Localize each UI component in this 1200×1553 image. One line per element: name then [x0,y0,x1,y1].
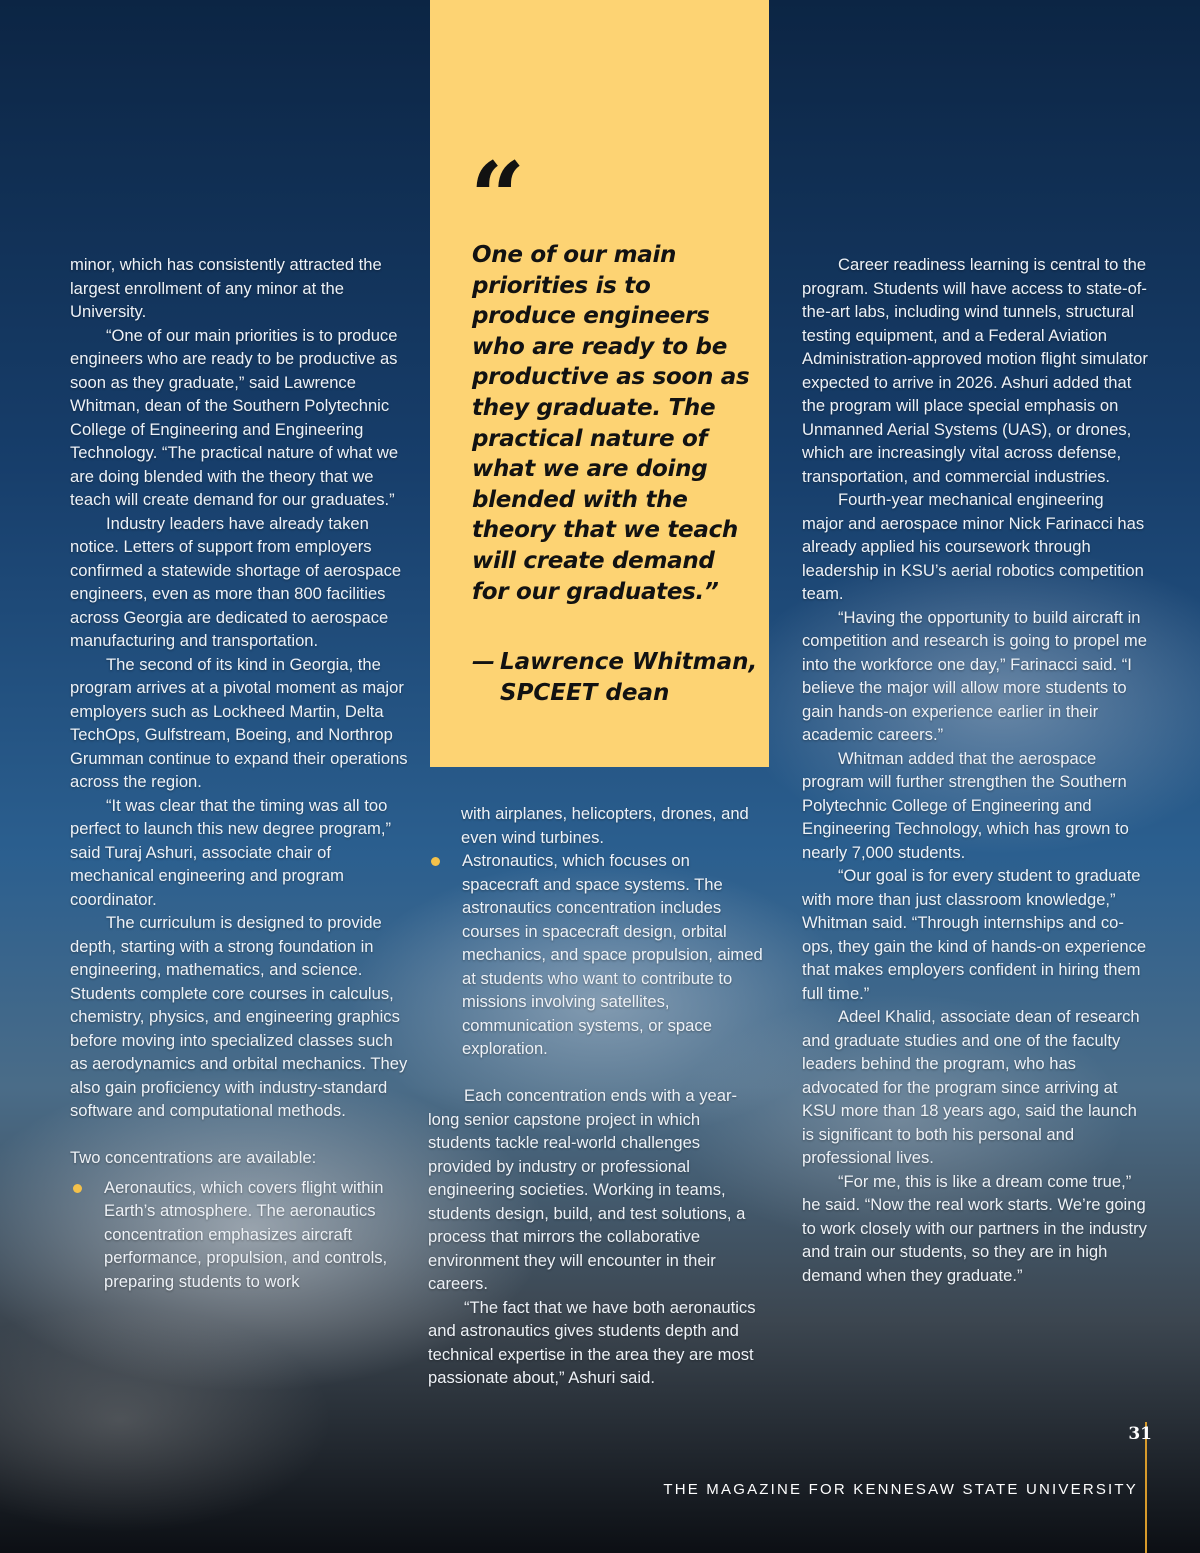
body-paragraph: Industry leaders have already taken notice. Letters of support from employers confirmed a statewide shortage of aerospace engineers, even as more than 800 facilities across Georgia are dedicated to aerospace manufacturing and transportation. [70,513,402,650]
body-paragraph: The second of its kind in Georgia, the program arrives at a pivotal moment as major employers such as Lockheed Martin, Delta TechOps, Gulfstream, Boeing, and Northrop Grumman continue to expand their operations across the region. [70,654,408,791]
attribution-title: SPCEET dean [500,679,670,706]
attribution-dash: — [472,649,495,675]
body-paragraph: “The fact that we have both aeronautics and astronautics gives students depth and technical expertise in the area they are most passionate about,” Ashuri said. [428,1297,756,1387]
body-paragraph: Career readiness learning is central to the program. Students will have access to state-of-the-art labs, including wind tunnels, structural testing equipment, and a Federal Aviation Administration-approved motion flight simulator expected to arrive in 2026. Ashuri added that the program will place special emphasis on Unmanned Aerial Systems (UAS), or drones, which are increasingly vital across defense, transportation, and commercial industries. [802,255,1148,486]
article-column-right [802,253,1148,1287]
list-item-aeronautics-continued: with airplanes, helicopters, drones, and even wind turbines. [461,804,749,847]
page-number: 31 [1128,1424,1152,1444]
concentrations-intro: Two concentrations are available: [70,1148,317,1167]
body-paragraph: “Having the opportunity to build aircraft in competition and research is going to propel me into the workforce one day,” Farinacci said. “I believe the major will allow more students to gain hands-on experience earlier in their academic careers.” [802,607,1147,744]
concentrations-list [70,1176,412,1294]
body-paragraph: “It was clear that the timing was all too perfect to launch this new degree program,” said Turaj Ashuri, associate chair of mechanical engineering and program coordinator. [70,795,391,909]
list-item-astronautics: Astronautics, which focuses on spacecraft and space systems. The astronautics concentration includes courses in spacecraft design, orbital mechanics, and space propulsion, aimed at students who want to contribute to missions involving satellites, communication systems, or space exploration. [428,849,764,1061]
attribution-name: Lawrence Whitman, [500,649,758,675]
body-paragraph: minor, which has consistently attracted the largest enrollment of any minor at the University. [70,255,382,321]
quote-mark-icon: “ [470,141,526,254]
body-paragraph: The curriculum is designed to provide depth, starting with a strong foundation in engineering, mathematics, and science. Students complete core courses in calculus, chemistry, physics, and engineering graphics before moving into specialized classes such as aerodynamics and orbital mechanics. They also gain proficiency with industry-standard software and computational methods. [70,913,408,1120]
article-column-middle [428,802,764,1390]
body-paragraph: “Our goal is for every student to graduate with more than just classroom knowledge,” Whitman said. “Through internships and co-ops, they gain the kind of hands-on experience that makes employers confident in hiring them full time.” [802,866,1147,1003]
body-paragraph: Adeel Khalid, associate dean of research and graduate studies and one of the faculty leaders behind the program, who has advocated for the program since arriving at KSU more than 18 years ago, said the launch is significant to both his personal and professional lives. [802,1007,1140,1167]
body-paragraph: Whitman added that the aerospace program will further strengthen the Southern Polytechnic College of Engineering and Engineering Technology, which has grown to nearly 7,000 students. [802,748,1129,862]
body-paragraph: “One of our main priorities is to produce engineers who are ready to be productive as soon as they graduate,” said Lawrence Whitman, dean of the Southern Polytechnic College of Engineering and Engineering Technology. “The practical nature of what we are doing blended with the theory that we teach will create demand for our graduates.” [70,325,399,509]
concentrations-list-continued [461,849,764,1061]
body-paragraph: Each concentration ends with a year-long senior capstone project in which students tackle real-world challenges provided by industry or professional engineering societies. Working in teams, students design, build, and test solutions, a process that mirrors the collaborative environment they will encounter in their careers. [428,1086,746,1293]
body-paragraph: Fourth-year mechanical engineering major and aerospace minor Nick Farinacci has already applied his coursework through leadership in KSU’s aerial robotics competition team. [802,490,1145,603]
pull-quote-box [430,0,769,767]
list-item-aeronautics: Aeronautics, which covers flight within Earth’s atmosphere. The aeronautics concentration emphasizes aircraft performance, propulsion, and controls, preparing students to work [70,1176,412,1294]
article-column-left [70,253,412,1293]
magazine-title: THE MAGAZINE FOR KENNESAW STATE UNIVERSITY [663,1481,1138,1498]
body-paragraph: “For me, this is like a dream come true,” he said. “Now the real work starts. We’re going to work closely with our partners in the industry and train our students, so they are in high demand when they graduate.” [802,1171,1147,1285]
pull-quote-attribution [472,647,762,708]
list-continuation [428,802,764,1061]
pull-quote-text: One of our main priorities is to produce engineers who are ready to be productive as soon as they graduate. The practical nature of what we are doing blended with the theory that we teach will create demand for our graduates.” [472,242,750,605]
